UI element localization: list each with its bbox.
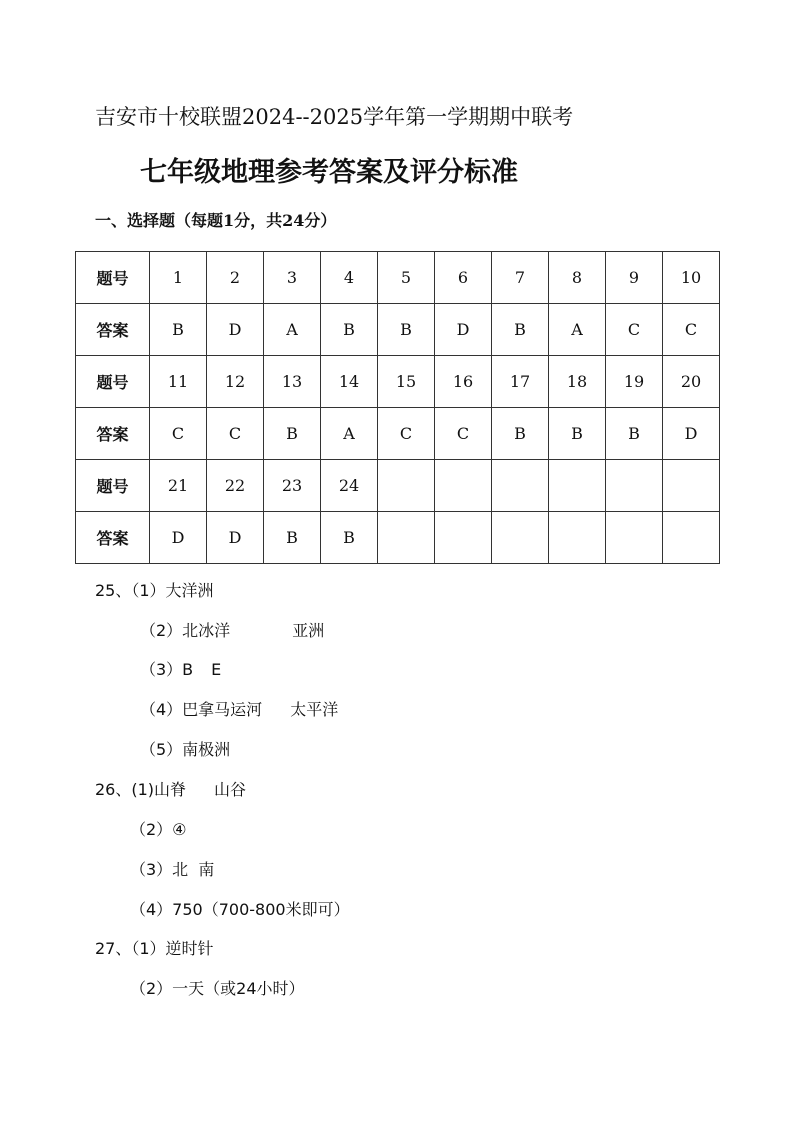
- table-cell: 16: [435, 356, 492, 408]
- table-row: [76, 356, 720, 408]
- table-cell: [492, 460, 549, 512]
- section-title-choice: 一、选择题（每题1分，共24分）: [95, 211, 337, 230]
- table-cell: C: [378, 408, 435, 460]
- answer-table: [75, 251, 720, 564]
- table-cell: [378, 512, 435, 564]
- table-cell: 23: [264, 460, 321, 512]
- table-cell: B: [264, 408, 321, 460]
- exam-header: 吉安市十校联盟2024--2025学年第一学期期中联考: [95, 105, 574, 129]
- table-cell: [378, 460, 435, 512]
- q26-answer-2: （2）④: [130, 820, 187, 839]
- table-cell: C: [606, 304, 663, 356]
- table-cell: 11: [150, 356, 207, 408]
- table-cell: [435, 460, 492, 512]
- table-cell: [663, 512, 720, 564]
- table-cell: 12: [207, 356, 264, 408]
- q26-answer-1a: 26、(1)山脊: [95, 780, 187, 799]
- q27-answer-1: 27、（1）逆时针: [95, 939, 214, 958]
- table-cell: 24: [321, 460, 378, 512]
- table-cell: 14: [321, 356, 378, 408]
- table-cell: 2: [207, 252, 264, 304]
- table-cell: 8: [549, 252, 606, 304]
- table-cell: B: [150, 304, 207, 356]
- table-cell: 6: [435, 252, 492, 304]
- table-cell: 22: [207, 460, 264, 512]
- table-cell: C: [207, 408, 264, 460]
- table-cell: D: [663, 408, 720, 460]
- table-cell: B: [264, 512, 321, 564]
- table-cell: 20: [663, 356, 720, 408]
- document-title: 七年级地理参考答案及评分标准: [140, 157, 518, 188]
- q25-answer-1: 25、（1）大洋洲: [95, 581, 214, 600]
- q25-answer-3a: （3）B: [140, 660, 194, 679]
- row-label: 题号: [76, 252, 150, 304]
- table-cell: 9: [606, 252, 663, 304]
- row-label: 答案: [76, 304, 150, 356]
- table-cell: B: [321, 512, 378, 564]
- table-row: [76, 304, 720, 356]
- q27-answer-2: （2）一天（或24小时）: [130, 979, 305, 998]
- q26-answer-1b: 山谷: [214, 780, 247, 799]
- table-cell: [606, 512, 663, 564]
- row-label: 题号: [76, 460, 150, 512]
- table-cell: 18: [549, 356, 606, 408]
- table-cell: B: [492, 408, 549, 460]
- q25-answer-4a: （4）巴拿马运河: [140, 700, 263, 719]
- q26-answer-3: （3）北 南: [130, 860, 215, 879]
- q26-answer-1: [95, 777, 246, 800]
- table-row: [76, 252, 720, 304]
- table-cell: B: [606, 408, 663, 460]
- table-cell: A: [264, 304, 321, 356]
- q25-answer-3b: E: [211, 660, 222, 679]
- table-row: [76, 408, 720, 460]
- table-cell: 10: [663, 252, 720, 304]
- q25-answer-2a: （2）北冰洋: [140, 621, 231, 640]
- table-cell: [435, 512, 492, 564]
- row-label: 答案: [76, 512, 150, 564]
- table-cell: B: [492, 304, 549, 356]
- table-cell: [606, 460, 663, 512]
- table-cell: 7: [492, 252, 549, 304]
- q25-answer-2b: 亚洲: [292, 621, 325, 640]
- table-cell: [549, 460, 606, 512]
- table-cell: B: [378, 304, 435, 356]
- row-label: 答案: [76, 408, 150, 460]
- table-row: [76, 460, 720, 512]
- table-cell: A: [321, 408, 378, 460]
- table-cell: 21: [150, 460, 207, 512]
- table-cell: B: [321, 304, 378, 356]
- q25-answer-5: （5）南极洲: [140, 740, 231, 759]
- table-cell: D: [207, 304, 264, 356]
- table-cell: A: [549, 304, 606, 356]
- table-cell: 13: [264, 356, 321, 408]
- row-label: 题号: [76, 356, 150, 408]
- q25-answer-2: [140, 618, 324, 641]
- q25-answer-3: [140, 657, 221, 680]
- table-cell: 3: [264, 252, 321, 304]
- table-cell: C: [150, 408, 207, 460]
- table-cell: 4: [321, 252, 378, 304]
- table-cell: B: [549, 408, 606, 460]
- table-cell: 17: [492, 356, 549, 408]
- table-cell: 5: [378, 252, 435, 304]
- table-cell: [549, 512, 606, 564]
- table-cell: D: [435, 304, 492, 356]
- table-cell: [492, 512, 549, 564]
- table-cell: C: [663, 304, 720, 356]
- table-cell: D: [150, 512, 207, 564]
- table-row: [76, 512, 720, 564]
- q25-answer-4b: 太平洋: [290, 700, 339, 719]
- q25-answer-4: [140, 697, 338, 720]
- table-cell: 19: [606, 356, 663, 408]
- table-cell: C: [435, 408, 492, 460]
- q26-answer-4: （4）750（700-800米即可）: [130, 900, 350, 919]
- table-cell: 1: [150, 252, 207, 304]
- table-cell: [663, 460, 720, 512]
- table-cell: 15: [378, 356, 435, 408]
- table-cell: D: [207, 512, 264, 564]
